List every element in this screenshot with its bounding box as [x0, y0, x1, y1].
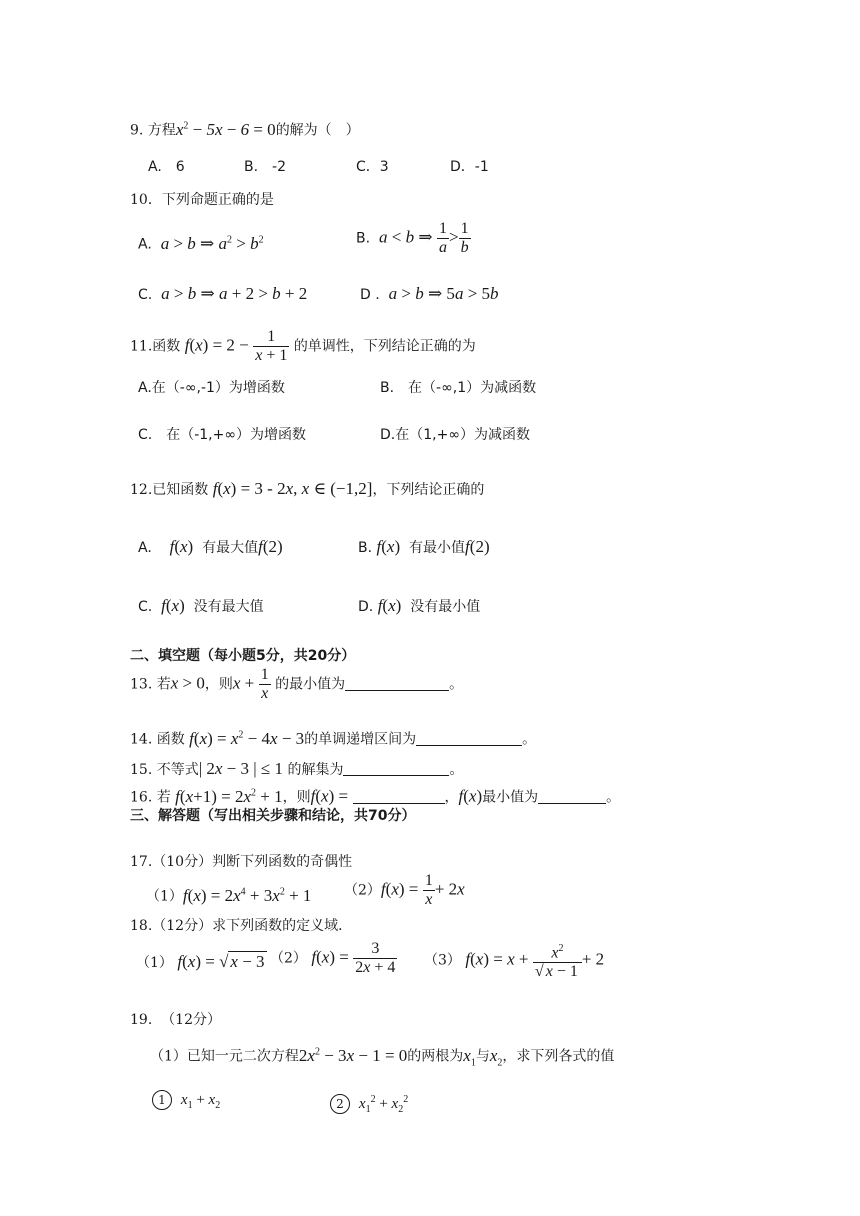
q19-part-1: （1）已知一元二次方程$2x^2 - 3x - 1 = 0$的两根为$x_1$与$x_2$，求下列各式的值 — [150, 1045, 615, 1069]
q18-part-1: （1） f(x) = √ x − 3 — [136, 952, 265, 971]
q10-option-c: C. a > b ⇒ a + 2 > b + 2 — [138, 284, 308, 303]
q11-option-d: D.在（1,+∞）为减函数 — [380, 427, 530, 443]
section-2-heading: 二、填空题（每小题5分，共20分） — [130, 648, 356, 664]
circled-number-2: 2 — [330, 1094, 350, 1114]
q11-option-a: A.在（-∞,-1）为增函数 — [138, 380, 285, 396]
q17-part-2: （2）f(x) = $\frac{1}{x}$ + 2x — [344, 872, 465, 908]
q18-part-3: （3） f(x) = x + $\frac{x^2}{√ x - 1}$ + 2 — [424, 940, 604, 981]
q11-option-c: C. 在（-1,+∞）为增函数 — [138, 427, 307, 443]
q12-option-d: D. f(x) 没有最小值 — [358, 596, 481, 615]
q9-option-a: A. 6 — [148, 159, 185, 175]
q10-stem: 10．下列命题正确的是 — [130, 192, 274, 208]
q17-part-1: $(1)f(x) = 2x^4 + 3x^2 + 1$ — [146, 885, 312, 905]
q11-stem: 11.函数 f(x) = 2 − $\frac{1}{x + 1}$ 的单调性，下列结论正确的为 — [130, 328, 476, 364]
q16-answer-blank-1[interactable] — [353, 789, 445, 804]
q12-stem: 12.已知函数 f(x) = 3 - 2x, x ∈ (−1,2]，下列结论正确的 — [130, 479, 485, 498]
q15: 15. 不等式| 2x − 3 | ≤ 1 的解集为 。 — [130, 759, 464, 778]
q18-stem: 18.（12分）求下列函数的定义域． — [130, 918, 353, 934]
section-3-heading: 三、解答题（写出相关步骤和结论，共70分） — [130, 808, 416, 824]
circled-number-1: 1 — [152, 1090, 172, 1110]
q15-answer-blank[interactable] — [343, 761, 449, 776]
q9-stem: 9. 方程$x^2 - 5x - 6 = 0$的解为（ ） — [130, 119, 360, 139]
q12-option-a: A. f(x) 有最大值f(2) — [138, 537, 283, 556]
q10-option-a: A. a > b ⇒ $a^2 > b^2$ — [138, 233, 264, 253]
q10-option-b: B. a < b ⇒ $\frac{1}{a}$ > $\frac{1}{b}$ — [356, 220, 469, 256]
q19-stem: 19. （12分） — [130, 1012, 221, 1028]
q16-answer-blank-2[interactable] — [538, 789, 606, 804]
q16: 16. 若 $f(x+1) = 2x^2 + 1$，则f(x) = ，f(x)最小值为 。 — [130, 786, 621, 806]
q11-option-b: B. 在（-∞,1）为减函数 — [380, 380, 537, 396]
q13-answer-blank[interactable] — [345, 676, 449, 691]
q12-option-b: B. f(x) 有最小值f(2) — [358, 537, 490, 556]
q13: 13. 若x > 0，则x + $\frac{1}{x}$ 的最小值为 。 — [130, 666, 464, 702]
q9-option-c: C．3 — [356, 159, 389, 175]
q17-stem: 17.（10分）判断下列函数的奇偶性 — [130, 854, 353, 870]
q9-option-d: D．-1 — [450, 159, 489, 175]
q19-item-1: 1 $x_1 + x_2$ — [152, 1090, 220, 1116]
q9-option-b: B. -2 — [244, 159, 287, 175]
q14: 14. 函数 $f(x) = x^2 - 4x - 3$的单调递增区间为 。 — [130, 728, 537, 748]
q14-answer-blank[interactable] — [416, 731, 522, 746]
q18-part-2: （2） f(x) = $\frac{3}{2x + 4}$ — [270, 940, 396, 976]
q19-item-2: 2 $x_1^2 + x_2^2$ — [330, 1090, 408, 1120]
q12-option-c: C. f(x) 没有最大值 — [138, 596, 264, 615]
q10-option-d: D . a > b ⇒ 5a > 5b — [360, 284, 499, 303]
